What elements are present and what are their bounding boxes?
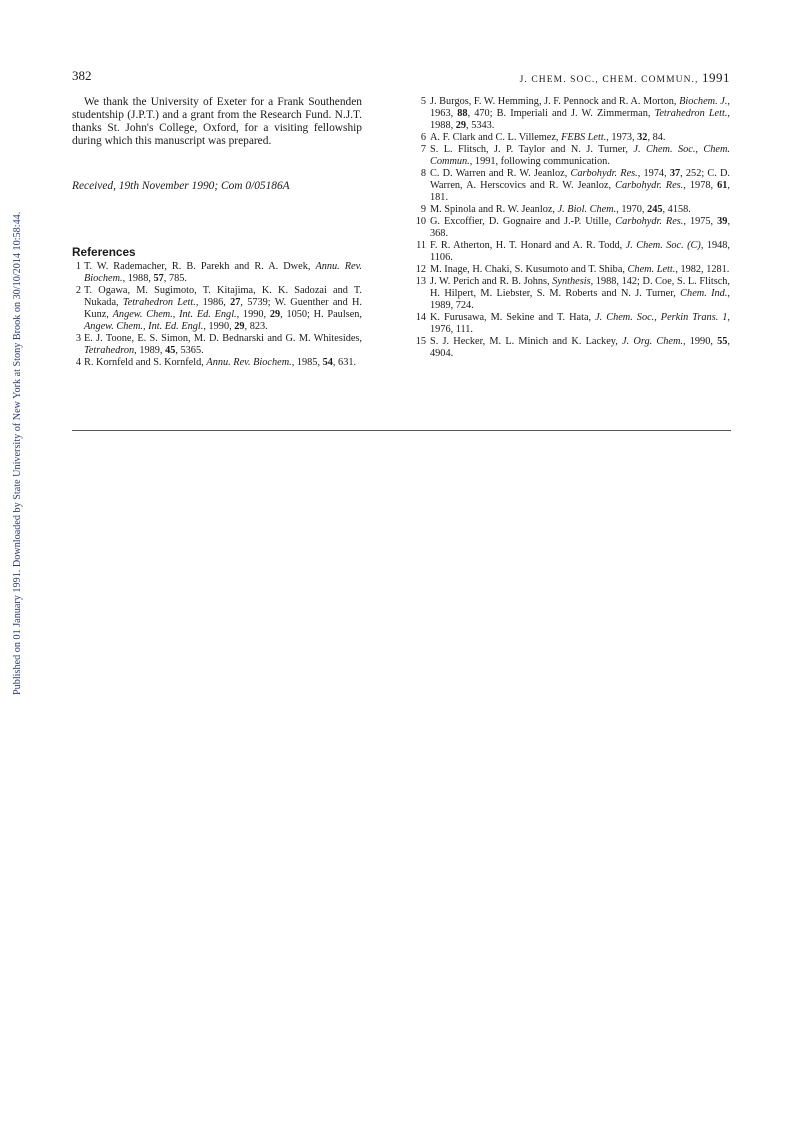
- reference-number: 9: [420, 204, 426, 215]
- volume-number: 37: [669, 168, 681, 179]
- reference-text: , 5365.: [175, 345, 204, 356]
- reference-text: J. W. Perich and R. B. Johns,: [430, 276, 553, 287]
- journal-title: J. Chem. Soc., Perkin Trans. 1: [595, 312, 728, 323]
- reference-number: 8: [420, 168, 426, 179]
- reference-text: G. Excoffier, D. Gognaire and J.-P. Utille,: [430, 216, 616, 227]
- volume-number: 245: [647, 204, 663, 215]
- journal-title: Chem. Lett.: [627, 264, 676, 275]
- journal-title: J. Chem. Soc. (C): [625, 240, 701, 251]
- reference-number: 13: [415, 276, 426, 287]
- reference-text: , 1976, 111.: [430, 312, 730, 335]
- journal-title: Angew. Chem., Int. Ed. Engl.: [84, 321, 204, 332]
- volume-number: 39: [717, 216, 728, 227]
- reference-text: , 1990,: [682, 336, 718, 347]
- volume-number: 88: [457, 108, 468, 119]
- journal-title: Angew. Chem., Int. Ed. Engl.: [112, 309, 237, 320]
- references-heading: References: [72, 245, 136, 259]
- reference-number: 11: [416, 240, 426, 251]
- reference-item: [414, 204, 730, 216]
- reference-item: [414, 132, 730, 144]
- reference-item: [414, 168, 730, 204]
- reference-text: F. R. Atherton, H. T. Honard and A. R. Todd,: [430, 240, 626, 251]
- reference-text: , 181.: [430, 180, 730, 203]
- references-list-left: [72, 261, 362, 369]
- reference-text: , 4158.: [662, 204, 691, 215]
- reference-number: 2: [75, 285, 81, 296]
- journal-title: J. Biol. Chem.: [557, 204, 617, 215]
- reference-number: 1: [75, 261, 81, 272]
- journal-year: 1991: [702, 70, 730, 85]
- volume-number: 55: [717, 336, 728, 347]
- reference-text: , 1948, 1106.: [430, 240, 730, 263]
- reference-text: R. Kornfeld and S. Kornfeld,: [84, 357, 207, 368]
- journal-title: FEBS Lett.: [561, 132, 607, 143]
- reference-text: , 1974,: [637, 168, 670, 179]
- reference-text: , 1988,: [430, 108, 730, 131]
- journal-title: Tetrahedron: [84, 345, 135, 356]
- page-number: 382: [72, 68, 92, 83]
- journal-title: Carbohydr. Res.: [570, 168, 638, 179]
- journal-title: J. Org. Chem.: [622, 336, 683, 347]
- reference-text: T. Ogawa, M. Sugimoto, T. Kitajima, K. K. Sadozai and T. Nukada,: [84, 285, 362, 308]
- reference-item: [72, 261, 362, 285]
- reference-item: [414, 96, 730, 132]
- volume-number: 32: [637, 132, 648, 143]
- reference-number: 4: [75, 357, 81, 368]
- volume-number: 45: [165, 345, 176, 356]
- right-column: [414, 96, 730, 360]
- reference-text: K. Furusawa, M. Sekine and T. Hata,: [430, 312, 596, 323]
- reference-text: , 1990,: [236, 309, 270, 320]
- reference-text: , 785.: [163, 273, 187, 284]
- journal-title: J. Chem. Soc., Chem. Commun.: [430, 144, 730, 167]
- reference-text: , 823.: [244, 321, 268, 332]
- running-header: [520, 70, 730, 86]
- reference-text: , 470; B. Imperiali and J. W. Zimmerman,: [467, 108, 655, 119]
- reference-text: , 1973,: [606, 132, 638, 143]
- reference-number: 12: [415, 264, 426, 275]
- reference-text: , 1989, 724.: [430, 288, 730, 311]
- journal-title: Carbohydr. Res.: [615, 180, 684, 191]
- reference-text: , 252; C. D. Warren, A. Herscovics and R. W. Jeanloz,: [430, 168, 731, 191]
- reference-text: , 1982, 1281.: [675, 264, 730, 275]
- journal-title: Tetrahedron Lett.: [654, 108, 728, 119]
- reference-text: , 1986,: [195, 297, 231, 308]
- left-column: [72, 96, 362, 369]
- reference-item: [414, 144, 730, 168]
- bottom-rule: [72, 430, 731, 431]
- reference-text: T. W. Rademacher, R. B. Parekh and R. A. Dwek,: [84, 261, 316, 272]
- volume-number: 57: [153, 273, 164, 284]
- reference-item: [72, 357, 362, 369]
- reference-item: [72, 285, 362, 333]
- reference-text: M. Spinola and R. W. Jeanloz,: [430, 204, 558, 215]
- reference-item: [414, 312, 730, 336]
- reference-item: [414, 336, 730, 360]
- reference-number: 6: [420, 132, 426, 143]
- reference-text: , 1988,: [122, 273, 154, 284]
- reference-item: [414, 240, 730, 264]
- reference-text: E. J. Toone, E. S. Simon, M. D. Bednarski and G. M. Whitesides,: [84, 333, 362, 344]
- volume-number: 61: [717, 180, 728, 191]
- reference-text: S. L. Flitsch, J. P. Taylor and N. J. Turner,: [430, 144, 634, 155]
- reference-item: [72, 333, 362, 357]
- reference-number: 7: [420, 144, 426, 155]
- reference-text: , 1050; H. Paulsen,: [280, 309, 362, 320]
- references-list-right: [414, 96, 730, 360]
- reference-text: , 5739; W. Guenther and H. Kunz,: [84, 297, 362, 320]
- journal-title: Tetrahedron Lett.: [122, 297, 196, 308]
- journal-title: Biochem. J.: [679, 96, 728, 107]
- reference-text: , 5343.: [466, 120, 495, 131]
- reference-text: A. F. Clark and C. L. Villemez,: [430, 132, 562, 143]
- journal-title: Chem. Ind.: [680, 288, 728, 299]
- reference-number: 10: [415, 216, 426, 227]
- reference-text: M. Inage, H. Chaki, S. Kusumoto and T. Shiba,: [430, 264, 628, 275]
- journal-name: J. CHEM. SOC., CHEM. COMMUN.,: [519, 75, 699, 85]
- journal-title: Annu. Rev. Biochem.: [206, 357, 292, 368]
- reference-text: , 1970,: [616, 204, 648, 215]
- volume-number: 29: [269, 309, 281, 320]
- reference-item: [414, 264, 730, 276]
- volume-number: 29: [455, 120, 467, 131]
- reference-text: J. Burgos, F. W. Hemming, J. F. Pennock and R. A. Morton,: [430, 96, 680, 107]
- reference-item: [414, 216, 730, 240]
- reference-text: , 1963,: [430, 96, 730, 119]
- reference-text: C. D. Warren and R. W. Jeanloz,: [430, 168, 571, 179]
- reference-text: , 1988, 142; D. Coe, S. L. Flitsch, H. Hilpert, M. Liebster, S. M. Roberts and N. J. Turner,: [430, 276, 731, 299]
- reference-text: , 1985,: [291, 357, 323, 368]
- reference-number: 15: [415, 336, 426, 347]
- reference-text: , 1978,: [683, 180, 718, 191]
- reference-text: , 631.: [332, 357, 357, 368]
- reference-number: 14: [415, 312, 426, 323]
- reference-text: , 1991, following communication.: [469, 156, 610, 167]
- journal-title: Annu. Rev. Biochem.: [84, 261, 363, 284]
- volume-number: 29: [234, 321, 245, 332]
- volume-number: 54: [322, 357, 333, 368]
- download-notice: Published on 01 January 1991. Downloaded by State University of New York at Stony Brook on 30/10/2014 10:58:44.: [12, 211, 23, 695]
- reference-text: , 1990,: [203, 321, 235, 332]
- journal-title: Carbohydr. Res.: [615, 216, 684, 227]
- reference-number: 5: [420, 96, 426, 107]
- reference-text: S. J. Hecker, M. L. Minich and K. Lackey,: [430, 336, 623, 347]
- reference-text: , 4904.: [430, 336, 730, 359]
- journal-title: Synthesis: [552, 276, 591, 287]
- received-line: Received, 19th November 1990; Com 0/05186A: [72, 180, 290, 192]
- volume-number: 27: [230, 297, 241, 308]
- acknowledgement-paragraph: We thank the University of Exeter for a Frank Southenden studentship (J.P.T.) and a grant from the Research Fund. N.J.T. thanks St. John's College, Oxford, for a visiting fellowship during which this manuscript was prepared.: [72, 96, 362, 147]
- reference-number: 3: [75, 333, 81, 344]
- reference-text: , 1989,: [134, 345, 166, 356]
- reference-text: , 84.: [647, 132, 666, 143]
- reference-item: [414, 276, 730, 312]
- reference-text: , 368.: [430, 216, 731, 239]
- reference-text: , 1975,: [683, 216, 718, 227]
